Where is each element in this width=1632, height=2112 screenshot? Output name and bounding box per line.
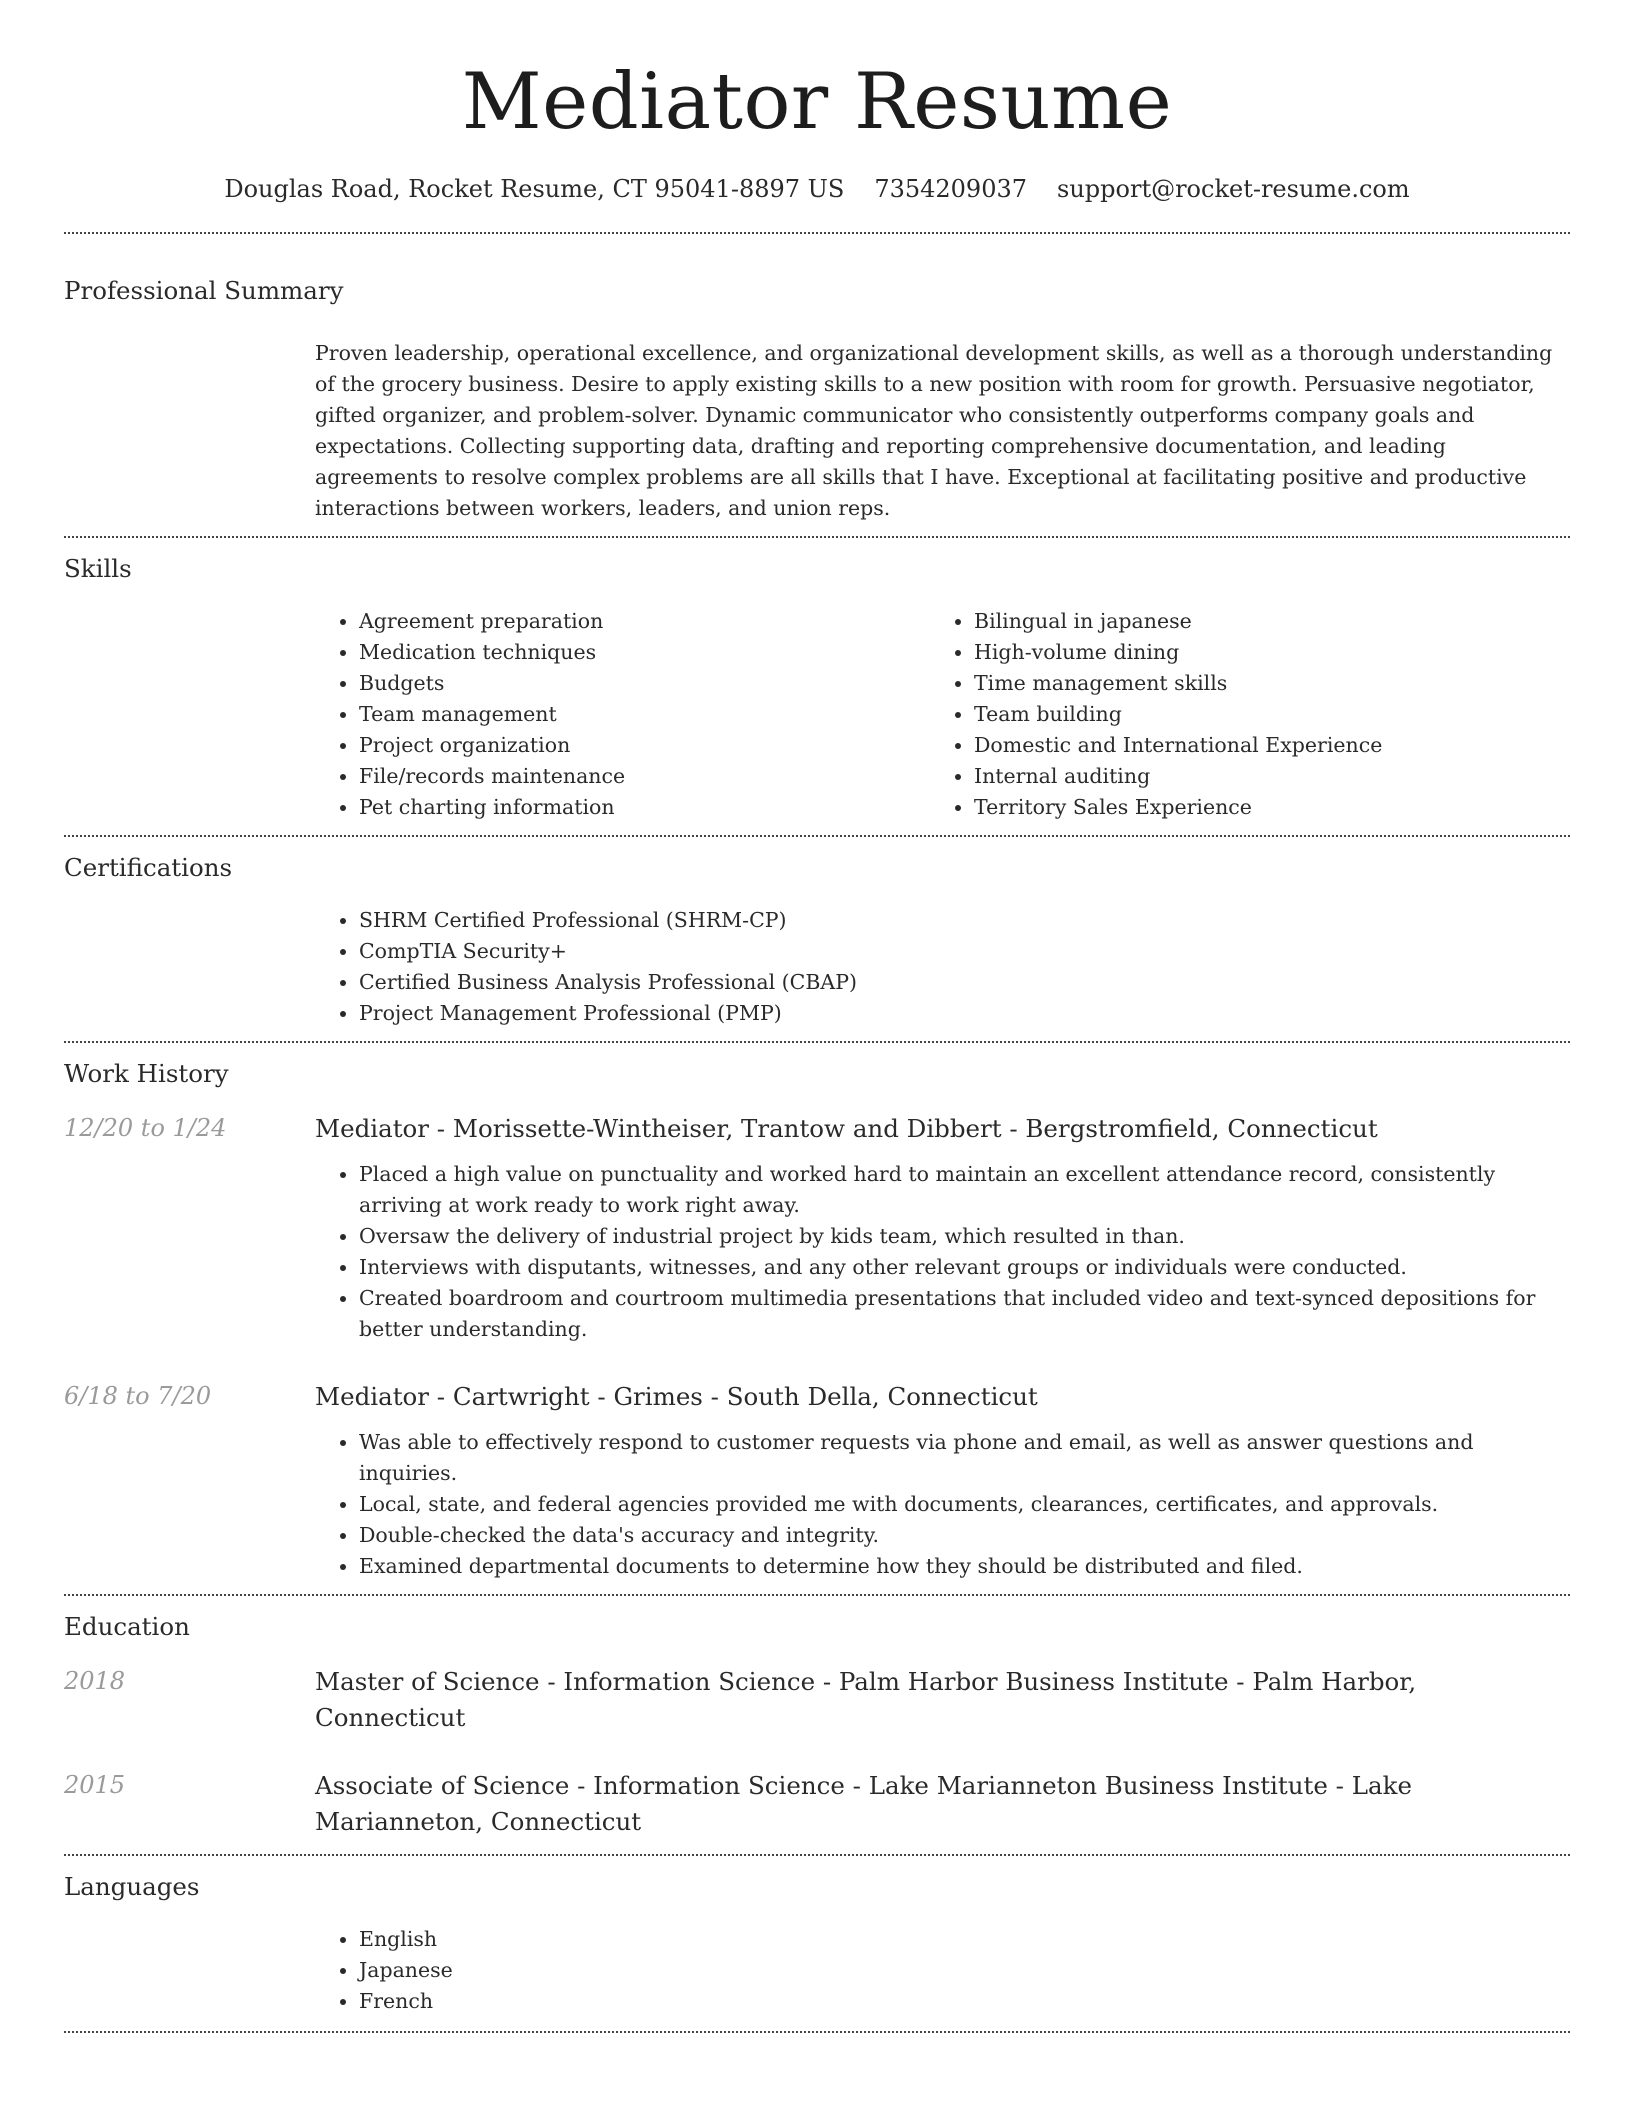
skills-columns — [315, 606, 1570, 835]
education-degree: Master of Science - Information Science - Palm Harbor Business Institute - Palm Harbor, Connecticut — [315, 1667, 1417, 1732]
language-item: • Japanese — [359, 1955, 1570, 1986]
summary-text: Proven leadership, operational excellence, and organizational development skills, as well as a thorough understanding of the grocery business. Desire to apply existing skills to a new position with room for growth. Persuasive negotiator, gifted organizer, and problem-solver. Dynamic communicator who consistently outperforms company goals and expectations. Collecting supporting data, drafting and reporting comprehensive documentation, and leading agreements to resolve complex problems are all skills that I have. Exceptional at facilitating positive and productive interactions between workers, leaders, and union reps. — [315, 341, 1553, 520]
job-body — [315, 1111, 1570, 1345]
section-title-skills: Skills — [64, 554, 132, 583]
skill-item: • Team building — [974, 699, 1545, 730]
job-bullet: • Placed a high value on punctuality and worked hard to maintain an excellent attendance record, consistently arriving at work ready to work right away. — [359, 1159, 1570, 1221]
skill-item: • File/records maintenance — [359, 761, 930, 792]
languages-section — [64, 1856, 1570, 2031]
skills-section — [64, 538, 1570, 835]
certifications-section — [64, 837, 1570, 1041]
section-title-languages: Languages — [64, 1872, 200, 1901]
section-title-summary: Professional Summary — [64, 276, 344, 305]
email-text: support@rocket-resume.com — [1057, 175, 1410, 203]
certification-item: • Project Management Professional (PMP) — [359, 998, 1570, 1029]
job-bullet: • Local, state, and federal agencies provided me with documents, clearances, certificates, and approvals. — [359, 1489, 1570, 1520]
language-item: • French — [359, 1986, 1570, 2017]
skill-item: • Agreement preparation — [359, 606, 930, 637]
summary-section — [64, 234, 1570, 536]
contact-line — [64, 172, 1570, 206]
address-text: Douglas Road, Rocket Resume, CT 95041-8897 US — [224, 175, 845, 203]
skill-item: • Pet charting information — [359, 792, 930, 823]
job-dates: 12/20 to 1/24 — [64, 1114, 227, 1142]
phone-text: 7354209037 — [874, 175, 1028, 203]
job-bullet: • Created boardroom and courtroom multimedia presentations that included video and text-synced depositions for better understanding. — [359, 1283, 1570, 1345]
skill-item: • High-volume dining — [974, 637, 1545, 668]
page-title: Mediator Resume — [461, 57, 1173, 147]
education-section — [64, 1596, 1570, 1854]
section-title-education: Education — [64, 1612, 190, 1641]
job-dates: 6/18 to 7/20 — [64, 1382, 212, 1410]
certification-item: • Certified Business Analysis Professional (CBAP) — [359, 967, 1570, 998]
job-bullet: • Oversaw the delivery of industrial project by kids team, which resulted in than. — [359, 1221, 1570, 1252]
skill-item: • Bilingual in japanese — [974, 606, 1545, 637]
job-body — [315, 1379, 1570, 1582]
job-entry — [64, 1379, 1570, 1594]
job-entry — [64, 1111, 1570, 1345]
job-bullet: • Examined departmental documents to determine how they should be distributed and filed. — [359, 1551, 1570, 1582]
job-bullet: • Was able to effectively respond to customer requests via phone and email, as well as answer questions and inquiries. — [359, 1427, 1570, 1489]
skill-item: • Time management skills — [974, 668, 1545, 699]
divider — [64, 2031, 1570, 2033]
certifications-list — [315, 905, 1570, 1041]
job-title: Mediator - Morissette-Wintheiser, Trantow and Dibbert - Bergstromfield, Connecticut — [315, 1114, 1378, 1143]
skill-item: • Budgets — [359, 668, 930, 699]
job-title: Mediator - Cartwright - Grimes - South Della, Connecticut — [315, 1382, 1038, 1411]
certification-item: • CompTIA Security+ — [359, 936, 1570, 967]
language-item: • English — [359, 1924, 1570, 1955]
skill-item: • Domestic and International Experience — [974, 730, 1545, 761]
education-entry — [64, 1664, 1570, 1736]
skills-column-left — [315, 606, 930, 823]
skill-item: • Team management — [359, 699, 930, 730]
section-title-work-history: Work History — [64, 1059, 229, 1088]
skill-item: • Project organization — [359, 730, 930, 761]
education-degree: Associate of Science - Information Science - Lake Marianneton Business Institute - Lake Marianneton, Connecticut — [315, 1771, 1412, 1836]
section-title-certifications: Certifications — [64, 853, 233, 882]
education-entry — [64, 1768, 1570, 1854]
education-body — [315, 1664, 1570, 1736]
work-history-section — [64, 1043, 1570, 1594]
skill-item: • Internal auditing — [974, 761, 1545, 792]
resume-page — [64, 0, 1570, 2033]
skills-column-right — [930, 606, 1545, 823]
education-year: 2015 — [64, 1771, 126, 1799]
languages-list — [315, 1924, 1570, 2031]
skill-item: • Territory Sales Experience — [974, 792, 1545, 823]
certification-item: • SHRM Certified Professional (SHRM-CP) — [359, 905, 1570, 936]
job-bullet: • Interviews with disputants, witnesses, and any other relevant groups or individuals were conducted. — [359, 1252, 1570, 1283]
education-year: 2018 — [64, 1667, 126, 1695]
skill-item: • Medication techniques — [359, 637, 930, 668]
education-body — [315, 1768, 1570, 1840]
job-bullet: • Double-checked the data's accuracy and integrity. — [359, 1520, 1570, 1551]
